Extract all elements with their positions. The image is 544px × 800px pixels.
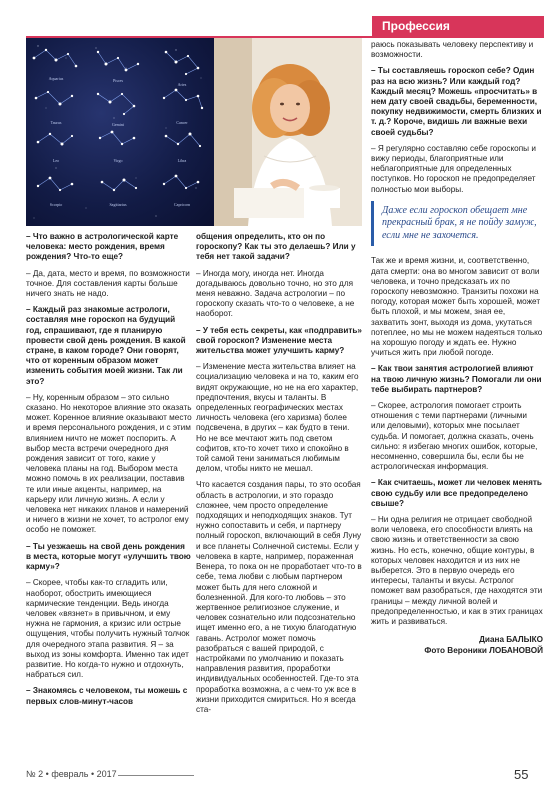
interview-answer: – Иногда могу, иногда нет. Иногда догадываюсь довольно точно, но это для меня неважно. Задача астрологии – по гороскопу сказать что-то о человеке, а не наоборот. xyxy=(196,268,355,319)
article-column-1 xyxy=(26,232,192,713)
interview-question: – Ты составляешь гороскоп себе? Один раз на всю жизнь? Или каждый год? Каждый месяц? Можешь «просчитать» в нем дату своей свадьбы, беременности, покупку недвижимости, смерть близких и т. д.? Короче, видишь ли важные вехи своей судьбы? xyxy=(371,66,542,137)
astrologer-photo xyxy=(214,38,362,226)
interview-question: – Как твои занятия астрологией влияют на твою личную жизнь? Помогали ли они тебе выбирать партнеров? xyxy=(371,364,542,394)
zodiac-label: Taurus xyxy=(50,120,62,125)
zodiac-constellations-image xyxy=(26,38,214,226)
interview-answer: – Изменение места жительства влияет на социализацию человека и на то, каким его видят окружающие, но не на его характер, предпочтения, вкусы и таланты. В определенных географических местах личность человека (его харизма) более подсвечена, в других – как будто в тени. Но не все мечтают жить под светом софитов, кто-то хочет тихо и спокойно в той самой тени заниматься любимым делом, чтобы никто не мешал. xyxy=(196,362,359,474)
interview-question: – У тебя есть секреты, как «подправить» свой гороскоп? Изменение места жительства может улучшить карму? xyxy=(196,325,362,356)
interview-answer: Что касается создания пары, то это особая область в астрологии, и это гораздо сложнее, чем просто определение подходящих и неподходящих знаков. Тут нужно сопоставить и себя, и партнеру полный гороскоп, включающий в себя Луну и все планеты Солнечной системы. Если у человека в карте, например, пораженная Венера, то пока он не проработает что-то в себе, тема любви с любым партнером может быть для него сложной и болезненной. Для кого-то любовь – это жертвенное религиозное служение, и человек сознательно или подсознательно ищет именно его, а не тихую благодатную гавань. Астролог может помочь разобраться с вашей природой, с настройками по умолчанию и показать направления развития, проработки индивидуальных особенностей. Где-то эта проработка возможна, а с чем-то уж все в жизни приходится смириться. Но я всегда ста- xyxy=(196,480,362,714)
zodiac-label: Aries xyxy=(177,82,187,87)
section-title: Профессия xyxy=(382,19,450,33)
interview-answer: – Ну, коренным образом – это сильно сказано. Но некоторое влияние это оказать может. Коренное влияние оказывают место и время персонального рождения, и с этим влиянием ничто не может поспорить. А выбор места встречи очередного дня рождения зависит от того, какие у человека планы на год. Выбором места можно помочь в их реализации, поставив те или иные акценты, например, на карьеру или личную жизнь. А если у человека нет никаких планов и намерений и ничего в жизни не хочет, то астролог ему особо не поможет. xyxy=(26,392,192,535)
zodiac-label: Virgo xyxy=(113,158,123,163)
interview-answer: – Ни одна религия не отрицает свободной воли человека, его способности влиять на свою жизнь и ответственности за свою жизнь. Но есть, конечно, общие контуры, в которых человек находится и из них не выберется. Это в первую очередь его интересы, таланты и вкусы. Астролог поможет вам разобраться, где находятся эти границы – между личной волей и предопределенностью, и как в этих границах жить и развиваться. xyxy=(371,515,543,627)
interview-question: – Каждый раз знакомые астрологи, составляя мне гороскоп на будущий год, спрашивают, где я планирую провести свой день рождения. В какой стране, в каком городе? Они говорят, что от коренным образом может изменить события моей жизни. Так ли это? xyxy=(26,305,186,386)
credits xyxy=(371,635,543,656)
zodiac-label: Cancer xyxy=(176,120,188,125)
author-name: Диана БАЛЫКО xyxy=(479,635,543,645)
zodiac-label: Sagittarius xyxy=(109,202,127,207)
interview-question: общения определить, кто он по гороскопу? Как ты это делаешь? Или у тебя нет такой задачи? xyxy=(196,232,356,262)
zodiac-label: Leo xyxy=(52,158,60,163)
pull-quote: Даже если гороскоп обещает мне прекрасный брак, я не пойду замуж, если мне не захочется. xyxy=(371,201,543,247)
interview-question: – Знакомясь с человеком, ты можешь с первых слов-минут-часов xyxy=(26,686,188,706)
page-number: 55 xyxy=(514,767,529,782)
zodiac-label: Gemini xyxy=(112,122,124,127)
interview-question: – Что важно в астрологической карте человека: место рождения, время рождения? Что-то еще? xyxy=(26,232,179,262)
issue-info: № 2 • февраль • 2017 xyxy=(26,769,117,779)
article-column-2 xyxy=(196,232,362,721)
interview-answer: – Скорее, чтобы как-то сгладить или, наоборот, обострить имеющиеся кармические тенденции. Ведь иногда человек «вязнет» в привычном, и ему нужна не гармония, а кризис или острые ощущения, чтобы получить нужный толчок для очередного этапа развития. Я – за выход из зоны комфорта. Именно так идет развитие. Но когда-то нужно и отдохнуть, набраться сил. xyxy=(26,578,190,680)
interview-answer: – Я регулярно составляю себе гороскопы и вижу периоды, благоприятные или неблагоприятные для определенных поступков. Но гороскоп не предопределяет полностью мои выборы. xyxy=(371,143,536,194)
interview-question: – Ты уезжаешь на свой день рождения в места, которые могут «улучшить твою карму»? xyxy=(26,541,191,572)
article-column-3 xyxy=(371,40,543,656)
zodiac-label: Capricorn xyxy=(174,202,190,207)
zodiac-label: Pisces xyxy=(113,78,123,83)
zodiac-label: Aquarius xyxy=(48,76,64,81)
interview-question: – Как считаешь, может ли человек менять свою судьбу или все предопределено свыше? xyxy=(371,478,542,508)
interview-answer: раюсь показывать человеку перспективу и возможности. xyxy=(371,40,534,60)
interview-answer: – Скорее, астрология помогает строить отношения с теми партнерами (личными или деловыми), которых мне посылает судьба. И помогает, должна сказать, очень сильно: я избегаю многих ошибок, которые, несомненно, совершила бы, если бы не астрологическая информация. xyxy=(371,400,538,472)
zodiac-label: Libra xyxy=(177,158,187,163)
section-tab xyxy=(372,16,544,36)
zodiac-label: Scorpio xyxy=(49,202,63,207)
interview-answer: – Да, дата, место и время, по возможности точное. Для составления карты больше ничего знать не надо. xyxy=(26,268,190,299)
footer-rule xyxy=(118,775,194,776)
interview-answer: Так же и время жизни, и, соответственно, дата смерти: она во многом зависит от воли человека, и точно предсказать их по гороскопу невозможно. Транзиты похожи на погоду, которая может быть хорошей, может быть плохой, и мы можем, зная ее, захватить зонт, выходя из дома, укутаться потеплее, но мы не можем надеяться только на хорошую погоду и ждать ее. Нужно учиться жить при любой погоде. xyxy=(371,256,543,358)
photo-credit: Фото Вероники ЛОБАНОВОЙ xyxy=(424,645,543,655)
